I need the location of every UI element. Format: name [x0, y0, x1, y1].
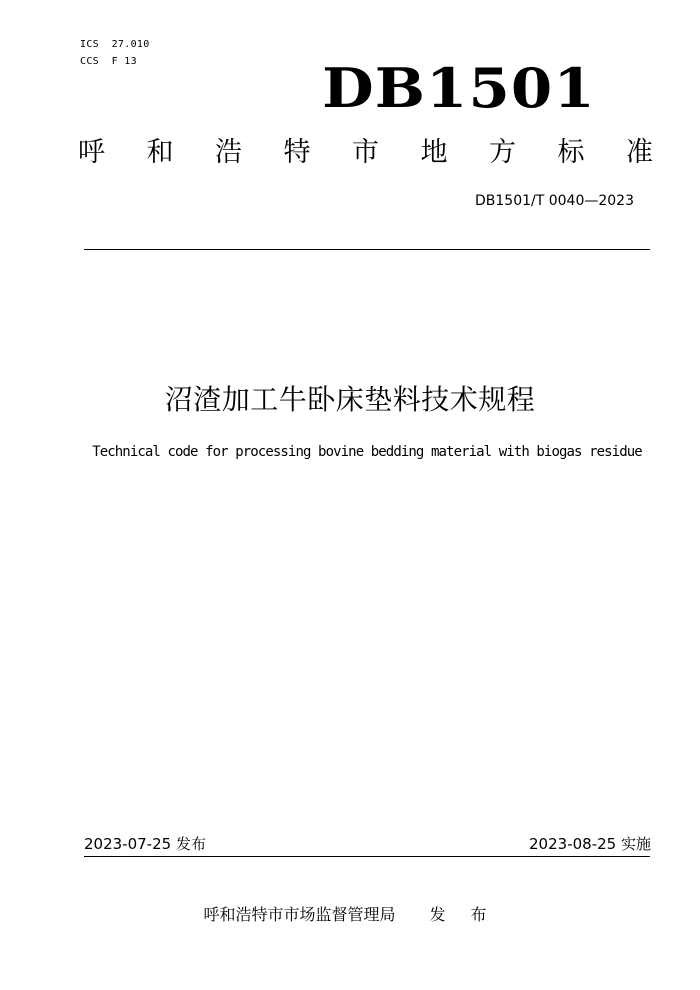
- implementation-date-value: 2023-08-25: [529, 835, 617, 853]
- standard-type-char: 地: [420, 137, 448, 168]
- standard-type-char: 标: [557, 137, 585, 168]
- standard-number: DB1501/T 0040—2023: [475, 193, 634, 209]
- document-title-english: Technical code for processing bovine bedding material with biogas residue: [92, 444, 642, 460]
- standard-type-char: 呼: [78, 137, 105, 168]
- standard-type-char: 市: [352, 137, 379, 168]
- bottom-divider: [84, 856, 650, 857]
- standard-type-heading: [78, 133, 653, 173]
- release-date: [84, 834, 206, 854]
- standard-type-char: 特: [283, 137, 311, 168]
- issuer-name: 呼和浩特市市场监督管理局: [203, 905, 396, 924]
- implementation-date: [529, 834, 651, 854]
- classification-codes: [80, 36, 150, 70]
- standard-type-char: 浩: [215, 137, 242, 168]
- implementation-date-label: 实施: [620, 835, 651, 853]
- standard-type-char: 和: [146, 137, 174, 168]
- release-date-value: 2023-07-25: [84, 835, 172, 853]
- ics-code: ICS 27.010: [80, 39, 150, 50]
- issuer-action: 发 布: [429, 905, 497, 924]
- ccs-code: CCS F 13: [80, 56, 137, 67]
- release-date-label: 发布: [175, 835, 206, 853]
- document-title-chinese: 沼渣加工牛卧床垫料技术规程: [164, 383, 536, 416]
- standard-type-char: 方: [489, 137, 516, 168]
- standard-type-char: 准: [626, 137, 653, 168]
- top-divider: [84, 249, 650, 250]
- standard-code-logo: DB1501: [322, 56, 596, 120]
- issuing-authority: [0, 903, 700, 927]
